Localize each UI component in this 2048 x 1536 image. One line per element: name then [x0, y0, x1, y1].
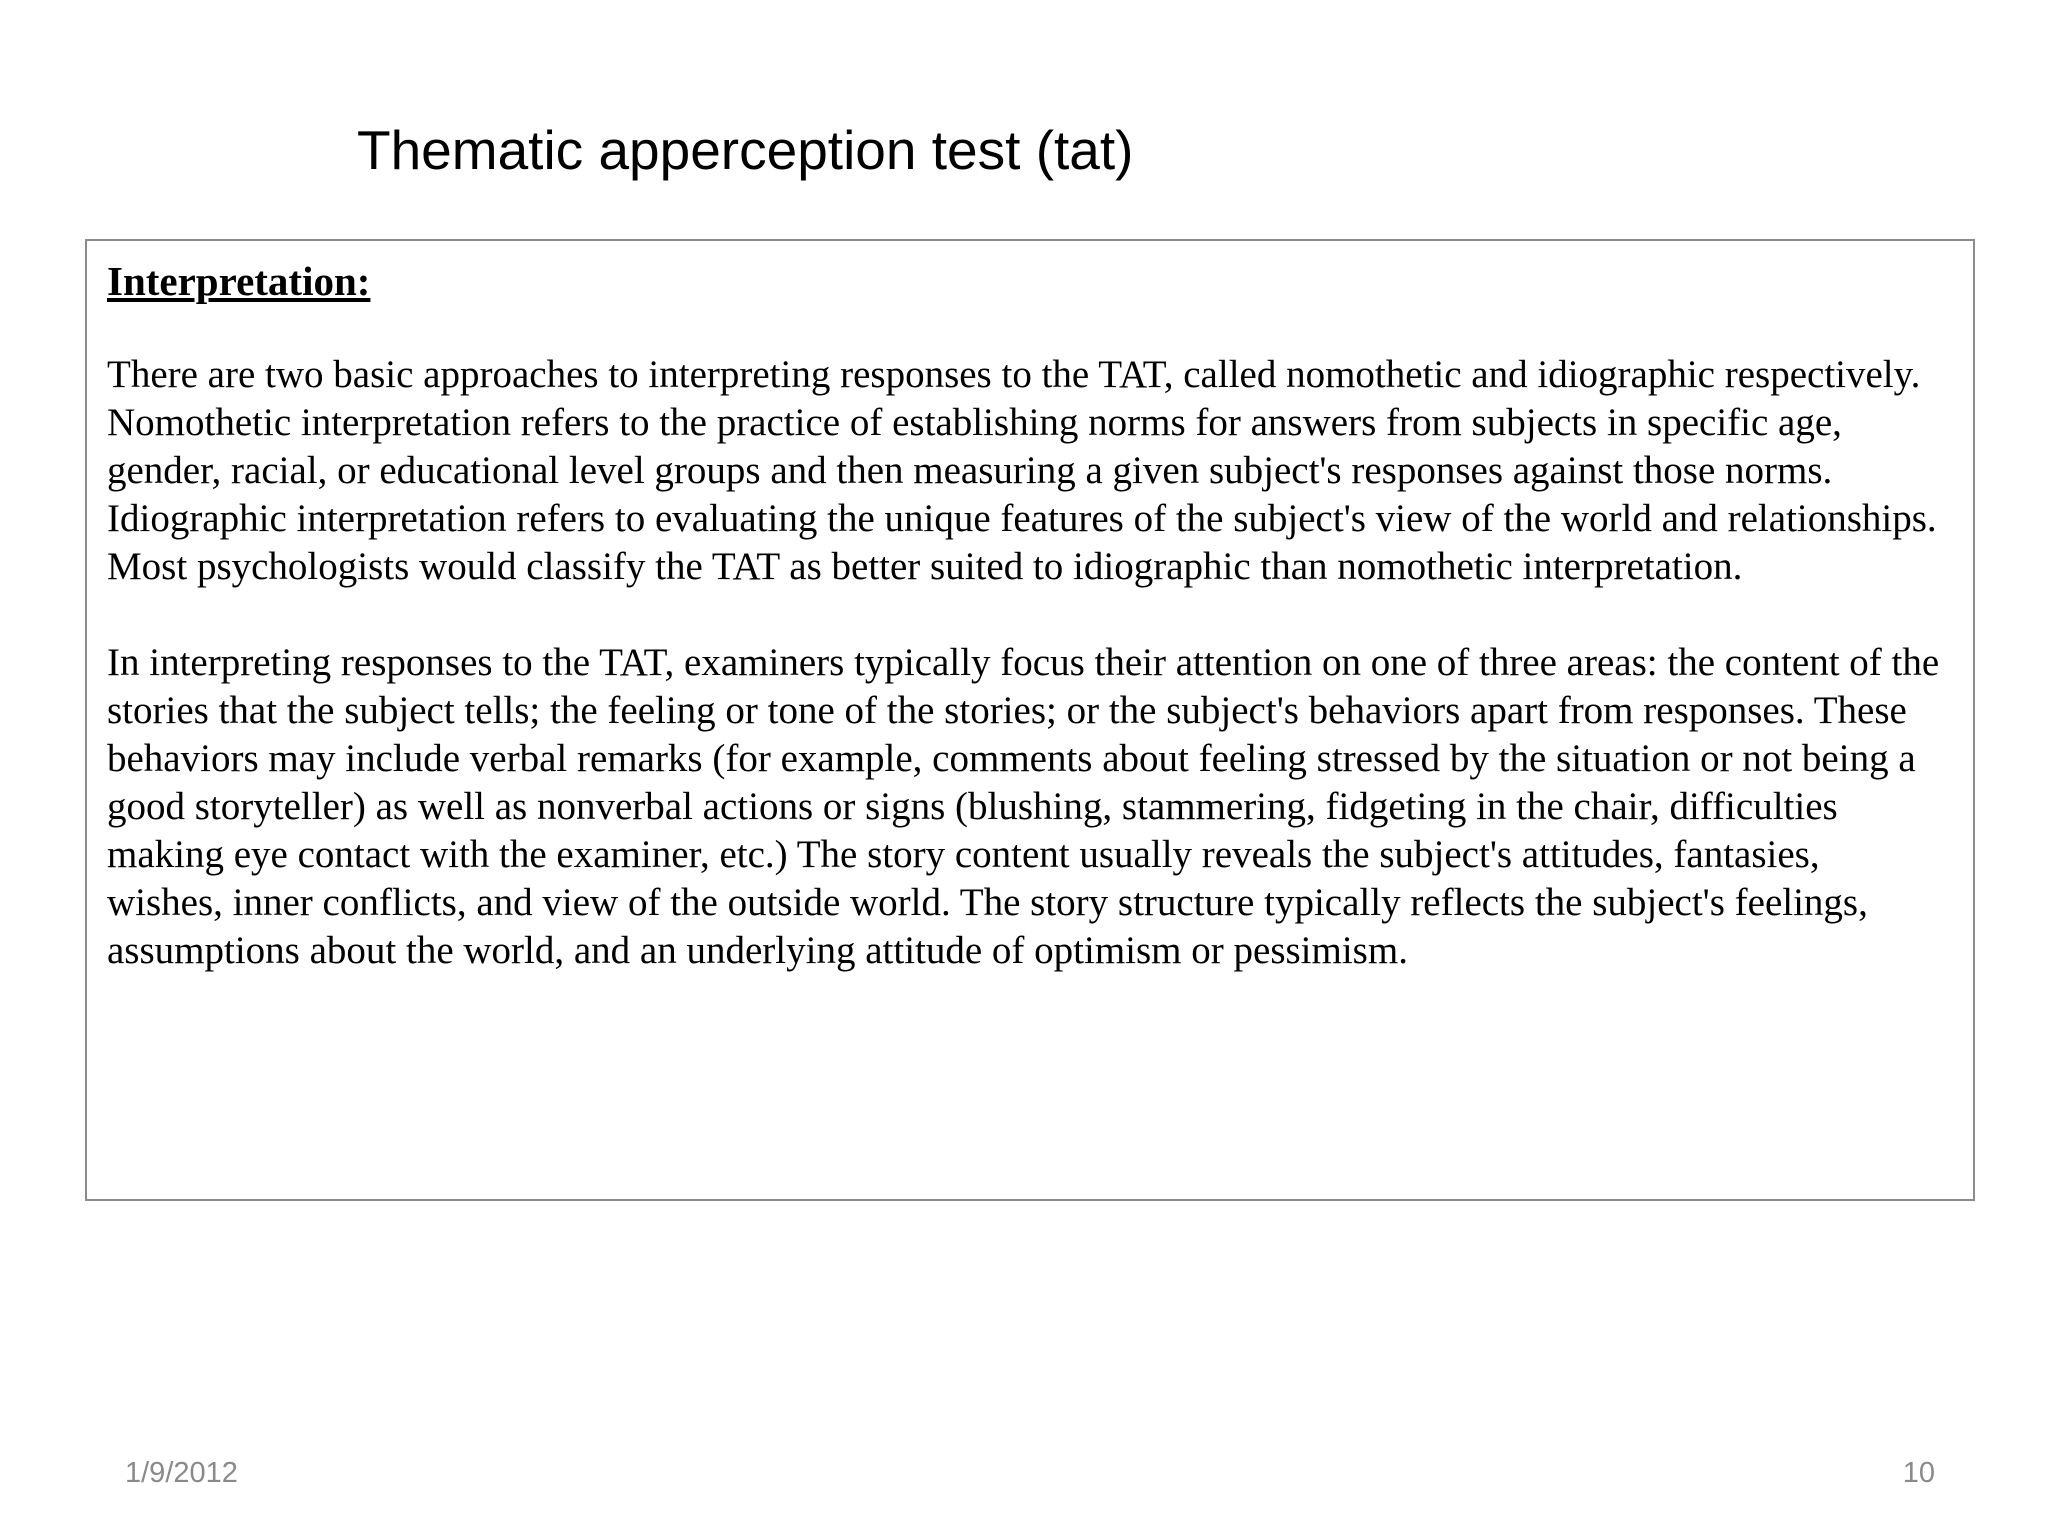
content-box — [85, 239, 1975, 1201]
paragraph-approaches: There are two basic approaches to interpreting responses to the TAT, called nomothetic and idiographic respectively. Nomothetic interpretation refers to the practice of establishing norms for answers from subjects in specific age, gender, racial, or educational level groups and then measuring a given subject's responses against those norms. Idiographic interpretation refers to evaluating the unique features of the subject's view of the world and relationships. Most psychologists would classify the TAT as better suited to idiographic than nomothetic interpretation. — [107, 353, 1937, 588]
footer-date: 1/9/2012 — [125, 1457, 238, 1489]
section-heading: Interpretation: — [107, 258, 371, 304]
slide-title: Thematic apperception test (tat) — [357, 119, 1134, 181]
footer-page-number: 10 — [1902, 1457, 1935, 1489]
paragraph-focus-areas: In interpreting responses to the TAT, examiners typically focus their attention on one of three areas: the content of the stories that the subject tells; the feeling or tone of the stories; or the subject's behaviors apart from responses. These behaviors may include verbal remarks (for example, comments about feeling stressed by the situation or not being a good storyteller) as well as nonverbal actions or signs (blushing, stammering, fidgeting in the chair, difficulties making eye contact with the examiner, etc.) The story content usually reveals the subject's attitudes, fantasies, wishes, inner conflicts, and view of the outside world. The story structure typically reflects the subject's feelings, assumptions about the world, and an underlying attitude of optimism or pessimism. — [107, 641, 1940, 972]
